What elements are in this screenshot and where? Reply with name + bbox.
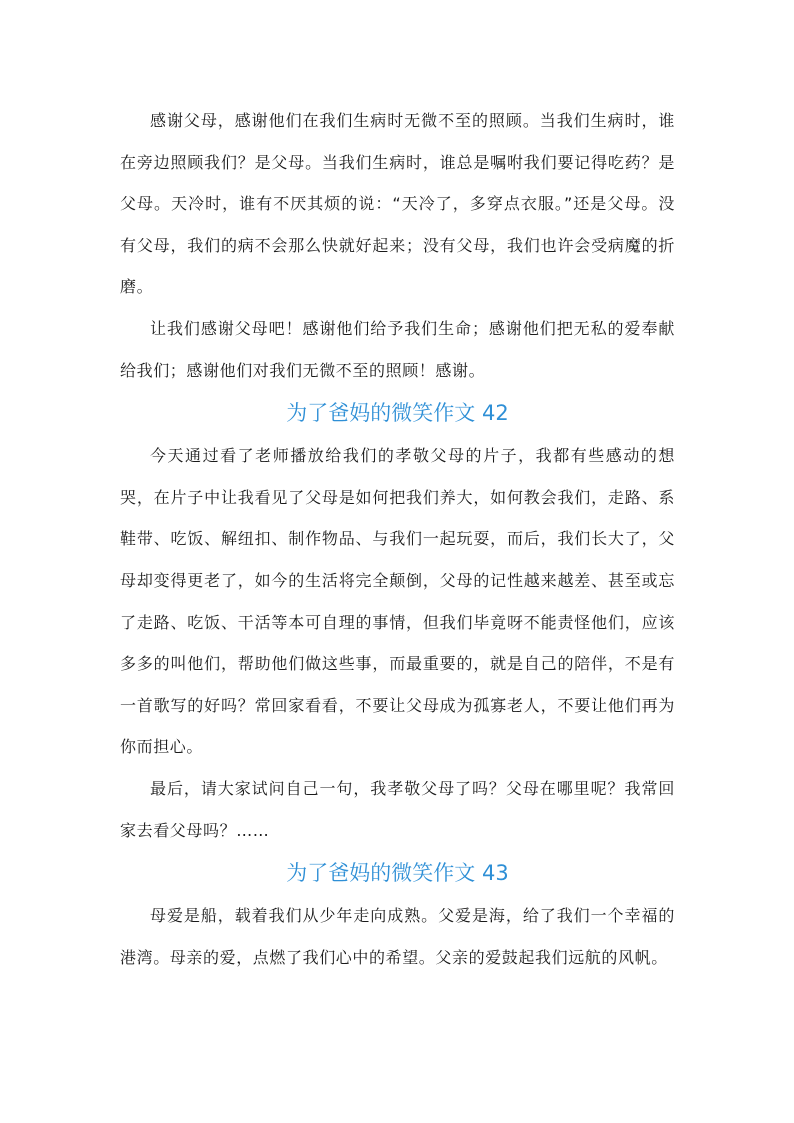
section-heading: 为了爸妈的微笑作文 42 xyxy=(286,401,509,426)
paragraph: 母爱是船，载着我们从少年走向成熟。父爱是海，给了我们一个幸福的港湾。母亲的爱，点燃了我们心中的希望。父亲的爱鼓起我们远航的风帆。 xyxy=(120,906,675,967)
paragraph: 让我们感谢父母吧！感谢他们给予我们生命；感谢他们把无私的爱奉献给我们；感谢他们对我们无微不至的照顾！感谢。 xyxy=(120,318,675,380)
section-heading: 为了爸妈的微笑作文 43 xyxy=(286,861,509,886)
paragraph: 最后，请大家试问自己一句，我孝敬父母了吗？父母在哪里呢？我常回家去看父母吗？…… xyxy=(120,778,675,840)
document-page xyxy=(120,100,675,978)
paragraph: 感谢父母，感谢他们在我们生病时无微不至的照顾。当我们生病时，谁在旁边照顾我们？是父母。当我们生病时，谁总是嘱咐我们要记得吃药？是父母。天冷时，谁有不厌其烦的说：“天冷了，多穿点衣服。”还是父母。没有父母，我们的病不会那么快就好起来；没有父母，我们也许会受病魔的折磨。 xyxy=(120,111,675,297)
paragraph: 今天通过看了老师播放给我们的孝敬父母的片子，我都有些感动的想哭，在片子中让我看见了父母是如何把我们养大，如何教会我们，走路、系鞋带、吃饭、解纽扣、制作物品、与我们一起玩耍，而后，我们长大了，父母却变得更老了，如今的生活将完全颠倒，父母的记性越来越差、甚至或忘了走路、吃饭、干活等本可自理的事情，但我们毕竟呀不能责怪他们，应该多多的叫他们，帮助他们做这些事，而最重要的，就是自己的陪伴，不是有一首歌写的好吗？常回家看看，不要让父母成为孤寡老人，不要让他们再为你而担心。 xyxy=(120,446,675,757)
